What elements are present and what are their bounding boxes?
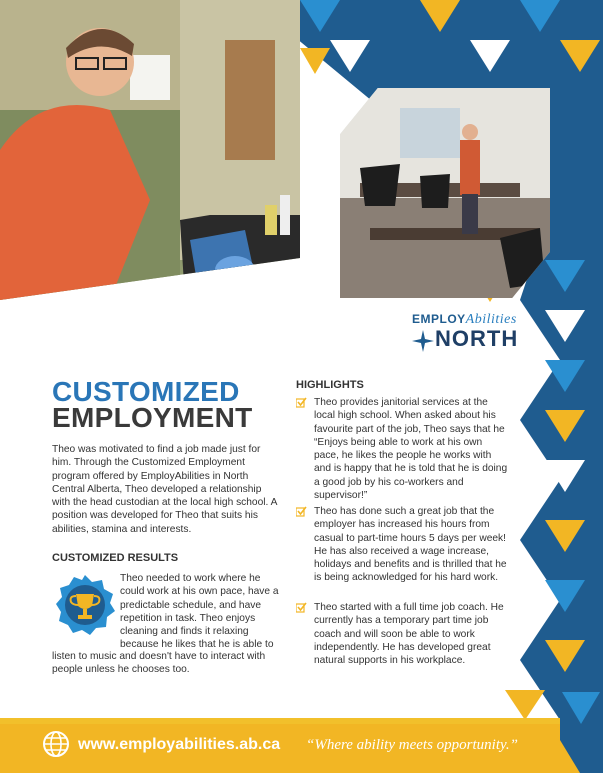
globe-icon bbox=[42, 730, 70, 758]
photo-theo-with-cart bbox=[0, 0, 300, 300]
logo-line1: EMPLOYAbilities bbox=[412, 312, 517, 327]
star-icon bbox=[412, 330, 434, 352]
title-line2: EMPLOYMENT bbox=[52, 402, 253, 433]
highlight-item bbox=[296, 396, 508, 502]
checkmark-icon bbox=[296, 397, 307, 408]
results-text-continued: listen to music and doesn't have to interact with people unless he chooses too. bbox=[52, 651, 266, 676]
title-line1: CUSTOMIZED bbox=[52, 376, 240, 407]
website-link[interactable]: www.employabilities.ab.ca bbox=[78, 736, 281, 753]
checkmark-icon bbox=[296, 506, 307, 517]
intro-paragraph: Theo was motivated to find a job made just for him. Through the Customized Employment program offered by EmployAbilities in North Central Alberta, Theo developed a relationship with the head custodian at the local high school. A position was developed for Theo that suits his abilities, stamina and interests. bbox=[52, 444, 277, 535]
highlight-item bbox=[296, 601, 508, 667]
tagline: “Where ability meets opportunity.” bbox=[306, 737, 518, 753]
highlights-heading: HIGHLIGHTS bbox=[296, 379, 364, 391]
highlight-text: Theo started with a full time job coach. He currently has a temporary part time job coach and will soon be able to work independently. He has developed great natural supports in his workplace. bbox=[314, 602, 504, 667]
trophy-icon bbox=[54, 574, 116, 636]
highlight-text: Theo provides janitorial services at the local high school. When asked about his favourite part of the job, Theo says that he “Enjoys being able to work at his own pace, he likes the people he works with and is happy that he is told that he is doing a good job by his co-workers and supervisor!” bbox=[314, 397, 508, 502]
corner-pattern bbox=[540, 690, 603, 773]
checkmark-icon bbox=[296, 602, 307, 613]
photo-theo-classroom bbox=[340, 88, 550, 298]
logo-line2: NORTH bbox=[435, 326, 519, 351]
employabilities-north-logo bbox=[412, 312, 524, 356]
results-heading: CUSTOMIZED RESULTS bbox=[52, 552, 179, 564]
highlight-text: Theo has done such a great job that the employer has increased his hours from casual to part-time hours 5 days per week! He has also received a wage increase, holidays and benefits and is thrilled that he is being acknowledged for his hard work. bbox=[314, 506, 507, 584]
highlight-item bbox=[296, 505, 508, 585]
results-text: Theo needed to work where he could work at his own pace, have a predictable schedule, and have repetition in task. Theo enjoys cleaning and finds it relaxing because he likes that he is able to bbox=[120, 573, 279, 651]
